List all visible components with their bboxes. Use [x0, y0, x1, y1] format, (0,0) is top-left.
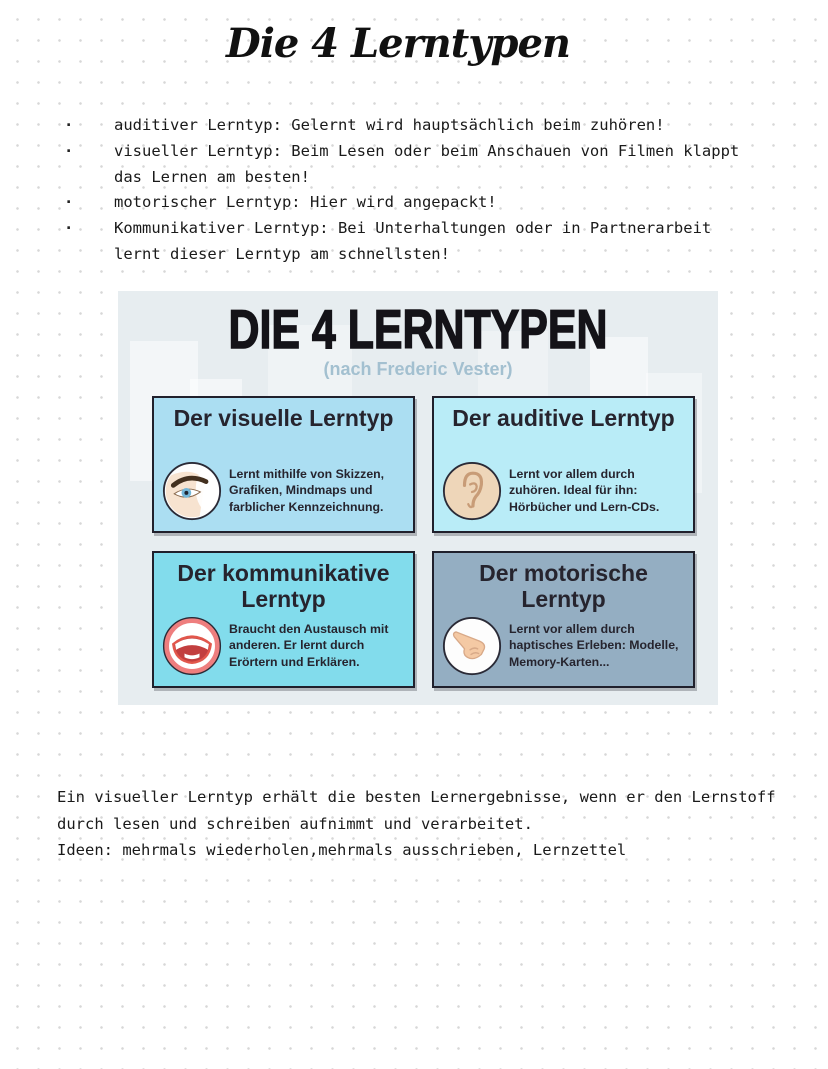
ear-icon: [442, 461, 502, 521]
card-body: Braucht den Austausch mit anderen. Er lernt durch Erörtern und Erklären.: [229, 621, 389, 669]
card-title: Der motorische Lerntyp: [479, 560, 648, 612]
list-item: [62, 139, 762, 191]
bullet-dot: ·: [64, 141, 74, 160]
card-title: Der auditive Lerntyp: [452, 405, 675, 431]
eye-icon: [162, 461, 222, 521]
bullet-dot: ·: [64, 193, 74, 212]
notes-list: [62, 113, 762, 268]
bullet-text: auditiver Lerntyp: Gelernt wird hauptsächlich beim zuhören!: [114, 116, 665, 134]
bullet-dot: ·: [64, 116, 74, 134]
hand-icon: [442, 616, 502, 676]
infographic-title: DIE 4 LERNTYPEN: [228, 298, 608, 360]
card-body: Lernt mithilfe von Skizzen, Grafiken, Mindmaps und farblicher Kennzeichnung.: [229, 466, 385, 514]
card-auditory-learner: [432, 396, 695, 533]
page-title: Die 4 Lerntypen: [226, 20, 570, 67]
card-kinesthetic-learner: [432, 551, 695, 688]
card-grid: [152, 396, 695, 688]
list-item: [62, 216, 762, 268]
mouth-icon: [162, 616, 222, 676]
card-title: Der visuelle Lerntyp: [173, 405, 394, 431]
infographic-subtitle: (nach Frederic Vester): [323, 359, 513, 379]
bullet-text: motorischer Lerntyp: Hier wird angepackt!: [114, 193, 497, 212]
lerntypen-infographic[interactable]: [118, 291, 718, 705]
bullet-text: visueller Lerntyp: Beim Lesen oder beim Anschauen von Filmen klappt das Lernen am besten!: [114, 141, 740, 186]
card-body: Lernt vor allem durch haptisches Erleben: Modelle, Memory-Karten...: [509, 621, 679, 669]
card-visual-learner: [152, 396, 415, 533]
bullet-dot: ·: [64, 219, 74, 238]
bullet-text: Kommunikativer Lerntyp: Bei Unterhaltungen oder in Partnerarbeit lernt dieser Lerntyp am schnellsten!: [114, 219, 712, 263]
list-item: [62, 113, 762, 139]
list-item: [62, 190, 762, 216]
card-title: Der kommunikative Lerntyp: [177, 560, 390, 612]
card-communicative-learner: [152, 551, 415, 688]
note-paragraph: Ideen: mehrmals wiederholen,mehrmals ausschrieben, Lernzettel: [57, 841, 627, 859]
closing-notes: [57, 784, 799, 864]
note-paragraph: Ein visueller Lerntyp erhält die besten Lernergebnisse, wenn er den Lernstoff durch lesen und schreiben aufnimmt und verarbeitet.: [57, 788, 776, 833]
card-body: Lernt vor allem durch zuhören. Ideal für ihn: Hörbücher und Lern-CDs.: [509, 466, 660, 514]
